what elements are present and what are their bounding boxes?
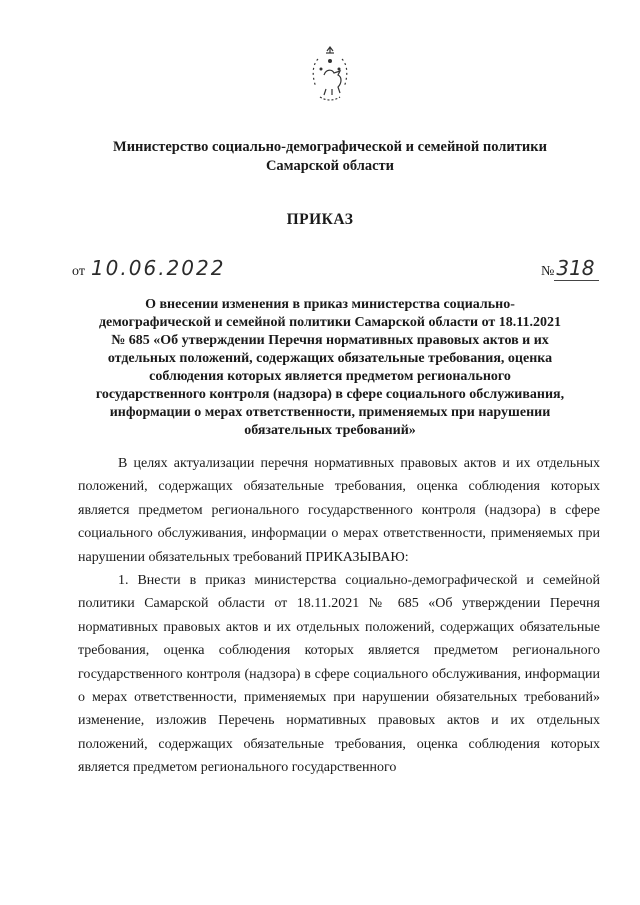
ministry-name [80,138,580,176]
item-1-paragraph: 1. Внести в приказ министерства социально-демографической и семейной политики Самарской области от 18.11.2021 № 685 «Об утверждении Перечня нормативных правовых актов и их отдельных положений, содержащих обязательные требования, оценка соблюдения которых является предметом регионального государственного контроля (надзора) в сфере социального обслуживания, информации о мерах ответственности, применяемых при нарушении обязательных требований» изменение, изложив Перечень нормативных правовых актов и их отдельных положений, содержащих обязательные требования, оценка соблюдения которых является предметом регионального государственного [78,573,600,776]
document-number-line [541,256,599,280]
number-prefix: № [541,264,555,279]
coat-of-arms-emblem-icon [300,45,360,107]
ministry-line-2: Самарской области [265,158,395,174]
document-type: ПРИКАЗ [286,211,354,228]
document-title: О внесении изменения в приказ министерства социально-демографической и семейной политики Самарской области от 18.11.2021 № 685 «Об утверждении Перечня нормативных правовых актов и их отдельных положений, содержащих обязательные требования, оценка соблюдения которых является предметом регионального государственного контроля (надзора) в сфере социального обслуживания, информации о мерах ответственности, применяемых при нарушении обязательных требований» [95,297,565,438]
ministry-line-1: Министерство социально-демографической и семейной политики [113,139,547,155]
document-body [78,452,600,780]
document-date: 10.06.2022 [90,256,226,280]
document-date-line [72,256,225,280]
date-prefix: от [72,264,85,279]
preamble-paragraph: В целях актуализации перечня нормативных правовых актов и их отдельных положений, содержащих обязательные требования, оценка соблюдения которых является предметом регионального государственного контроля (надзора) в сфере социального обслуживания, информации о мерах ответственности, применяемых при нарушении обязательных требований ПРИКАЗЫВАЮ: [78,456,600,565]
document-number: 318 [554,256,598,281]
